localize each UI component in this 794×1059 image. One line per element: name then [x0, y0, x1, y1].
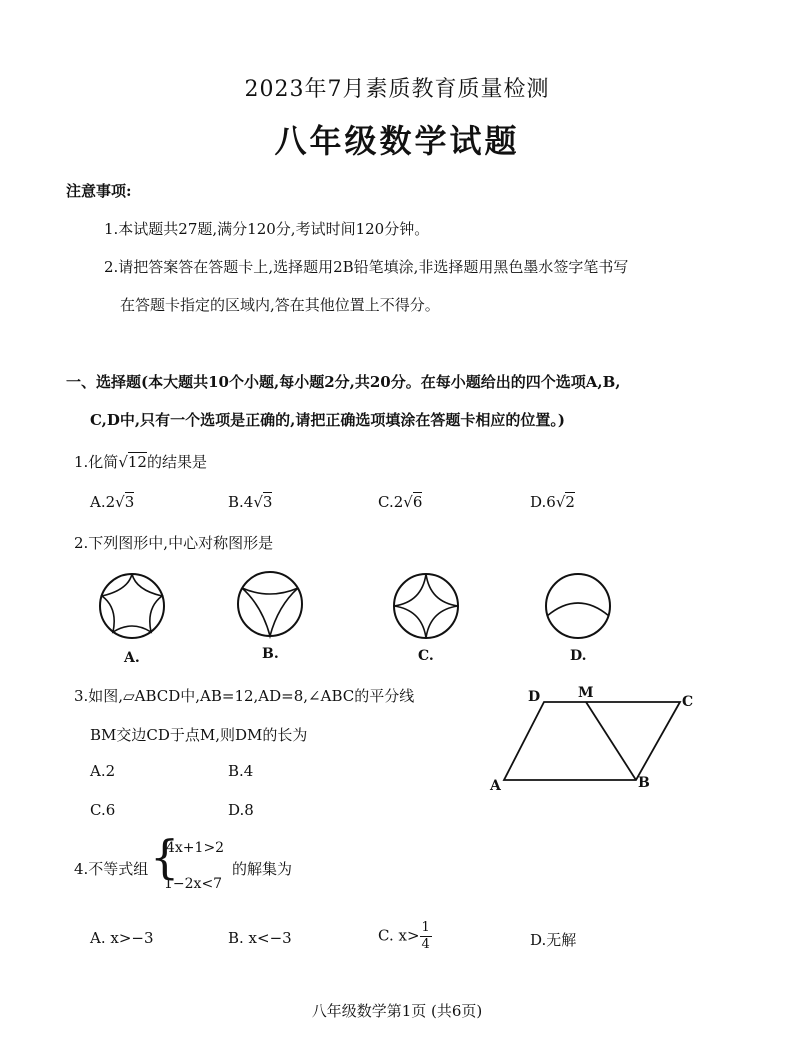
q4-option-c-prefix: C. x>: [378, 926, 420, 945]
q1-radicand: 12: [127, 453, 147, 471]
option-coef: 2: [393, 493, 404, 511]
fraction: [420, 920, 432, 953]
figure-d-label: D.: [570, 648, 587, 664]
question-2-stem: 2.下列图形中,中心对称图形是: [74, 534, 274, 552]
figure-b-label: B.: [262, 646, 279, 662]
brace-symbol: {: [150, 830, 180, 884]
question-1-stem: [74, 451, 207, 472]
figure-b-triangle-arcs: [234, 568, 306, 640]
q4-option-d: D.无解: [530, 931, 577, 949]
q1-stem-prefix: 1.化简: [74, 453, 119, 471]
sqrt-symbol: √: [403, 493, 413, 511]
q4-suffix: 的解集为: [232, 860, 293, 878]
option-coef: 6: [546, 493, 556, 511]
parallelogram-figure: [490, 680, 700, 800]
q4-option-a: A. x>−3: [90, 929, 154, 947]
vertex-label-d: D: [528, 689, 541, 705]
q4-inequality-2: 1−2x<7: [164, 876, 223, 892]
q4-option-b: B. x<−3: [228, 929, 292, 947]
q1-option-a: [90, 493, 134, 511]
option-label: A.: [90, 493, 106, 511]
sqrt-symbol: √: [253, 493, 263, 511]
figure-a-pentagon-star: [96, 570, 168, 642]
q4-inequality-1: 4x+1>2: [166, 840, 225, 856]
question-3-line-1: 3.如图,▱ABCD中,AB=12,AD=8,∠ABC的平分线: [74, 687, 415, 705]
option-radicand: 2: [565, 493, 575, 511]
q4-prefix: 4.不等式组: [74, 860, 149, 878]
sqrt-symbol: √: [118, 453, 128, 471]
q4-option-c: [378, 920, 432, 953]
notice-heading: 注意事项:: [66, 182, 132, 200]
page-title: 八年级数学试题: [274, 122, 520, 160]
fraction-numerator: 1: [421, 920, 430, 935]
vertex-label-b: B: [638, 775, 650, 791]
option-label: B.: [228, 493, 244, 511]
page-footer: 八年级数学第1页 (共6页): [311, 1002, 483, 1020]
figure-c-astroid: [390, 570, 462, 642]
section-heading-line-1: 一、选择题(本大题共10个小题,每小题2分,共20分。在每小题给出的四个选项A,B,: [66, 373, 621, 391]
option-radicand: 3: [262, 493, 273, 511]
notice-item-2-line-1: 2.请把答案答在答题卡上,选择题用2B铅笔填涂,非选择题用黑色墨水签字笔书写: [104, 258, 629, 276]
exam-subtitle: 2023年7月素质教育质量检测: [244, 77, 550, 102]
q3-option-b: B.4: [228, 762, 254, 780]
sqrt-symbol: √: [115, 493, 125, 511]
notice-item-2-line-2: 在答题卡指定的区域内,答在其他位置上不得分。: [120, 296, 440, 314]
q1-option-d: [530, 493, 575, 511]
option-label: D.: [530, 493, 547, 511]
point-label-m: M: [578, 685, 594, 701]
figure-c-label: C.: [418, 648, 434, 664]
option-radicand: 3: [124, 493, 135, 511]
question-3-line-2: BM交边CD于点M,则DM的长为: [90, 726, 308, 744]
q1-stem-suffix: 的结果是: [146, 453, 207, 471]
q3-option-d: D.8: [228, 801, 254, 819]
q1-option-c: [378, 493, 422, 511]
figure-d-arc: [542, 570, 614, 642]
option-coef: 2: [105, 493, 116, 511]
fraction-denominator: 4: [421, 937, 430, 952]
option-coef: 4: [243, 493, 254, 511]
option-label: C.: [378, 493, 394, 511]
figure-a-label: A.: [124, 650, 140, 666]
vertex-label-a: A: [490, 778, 501, 794]
q3-option-c: C.6: [90, 801, 116, 819]
section-heading-line-2: C,D中,只有一个选项是正确的,请把正确选项填涂在答题卡相应的位置。): [90, 411, 565, 429]
sqrt-symbol: √: [555, 493, 566, 511]
q1-option-b: [228, 493, 272, 511]
notice-item-1: 1.本试题共27题,满分120分,考试时间120分钟。: [104, 220, 430, 238]
vertex-label-c: C: [682, 694, 694, 710]
option-radicand: 6: [412, 493, 423, 511]
q3-option-a: A.2: [90, 762, 116, 780]
